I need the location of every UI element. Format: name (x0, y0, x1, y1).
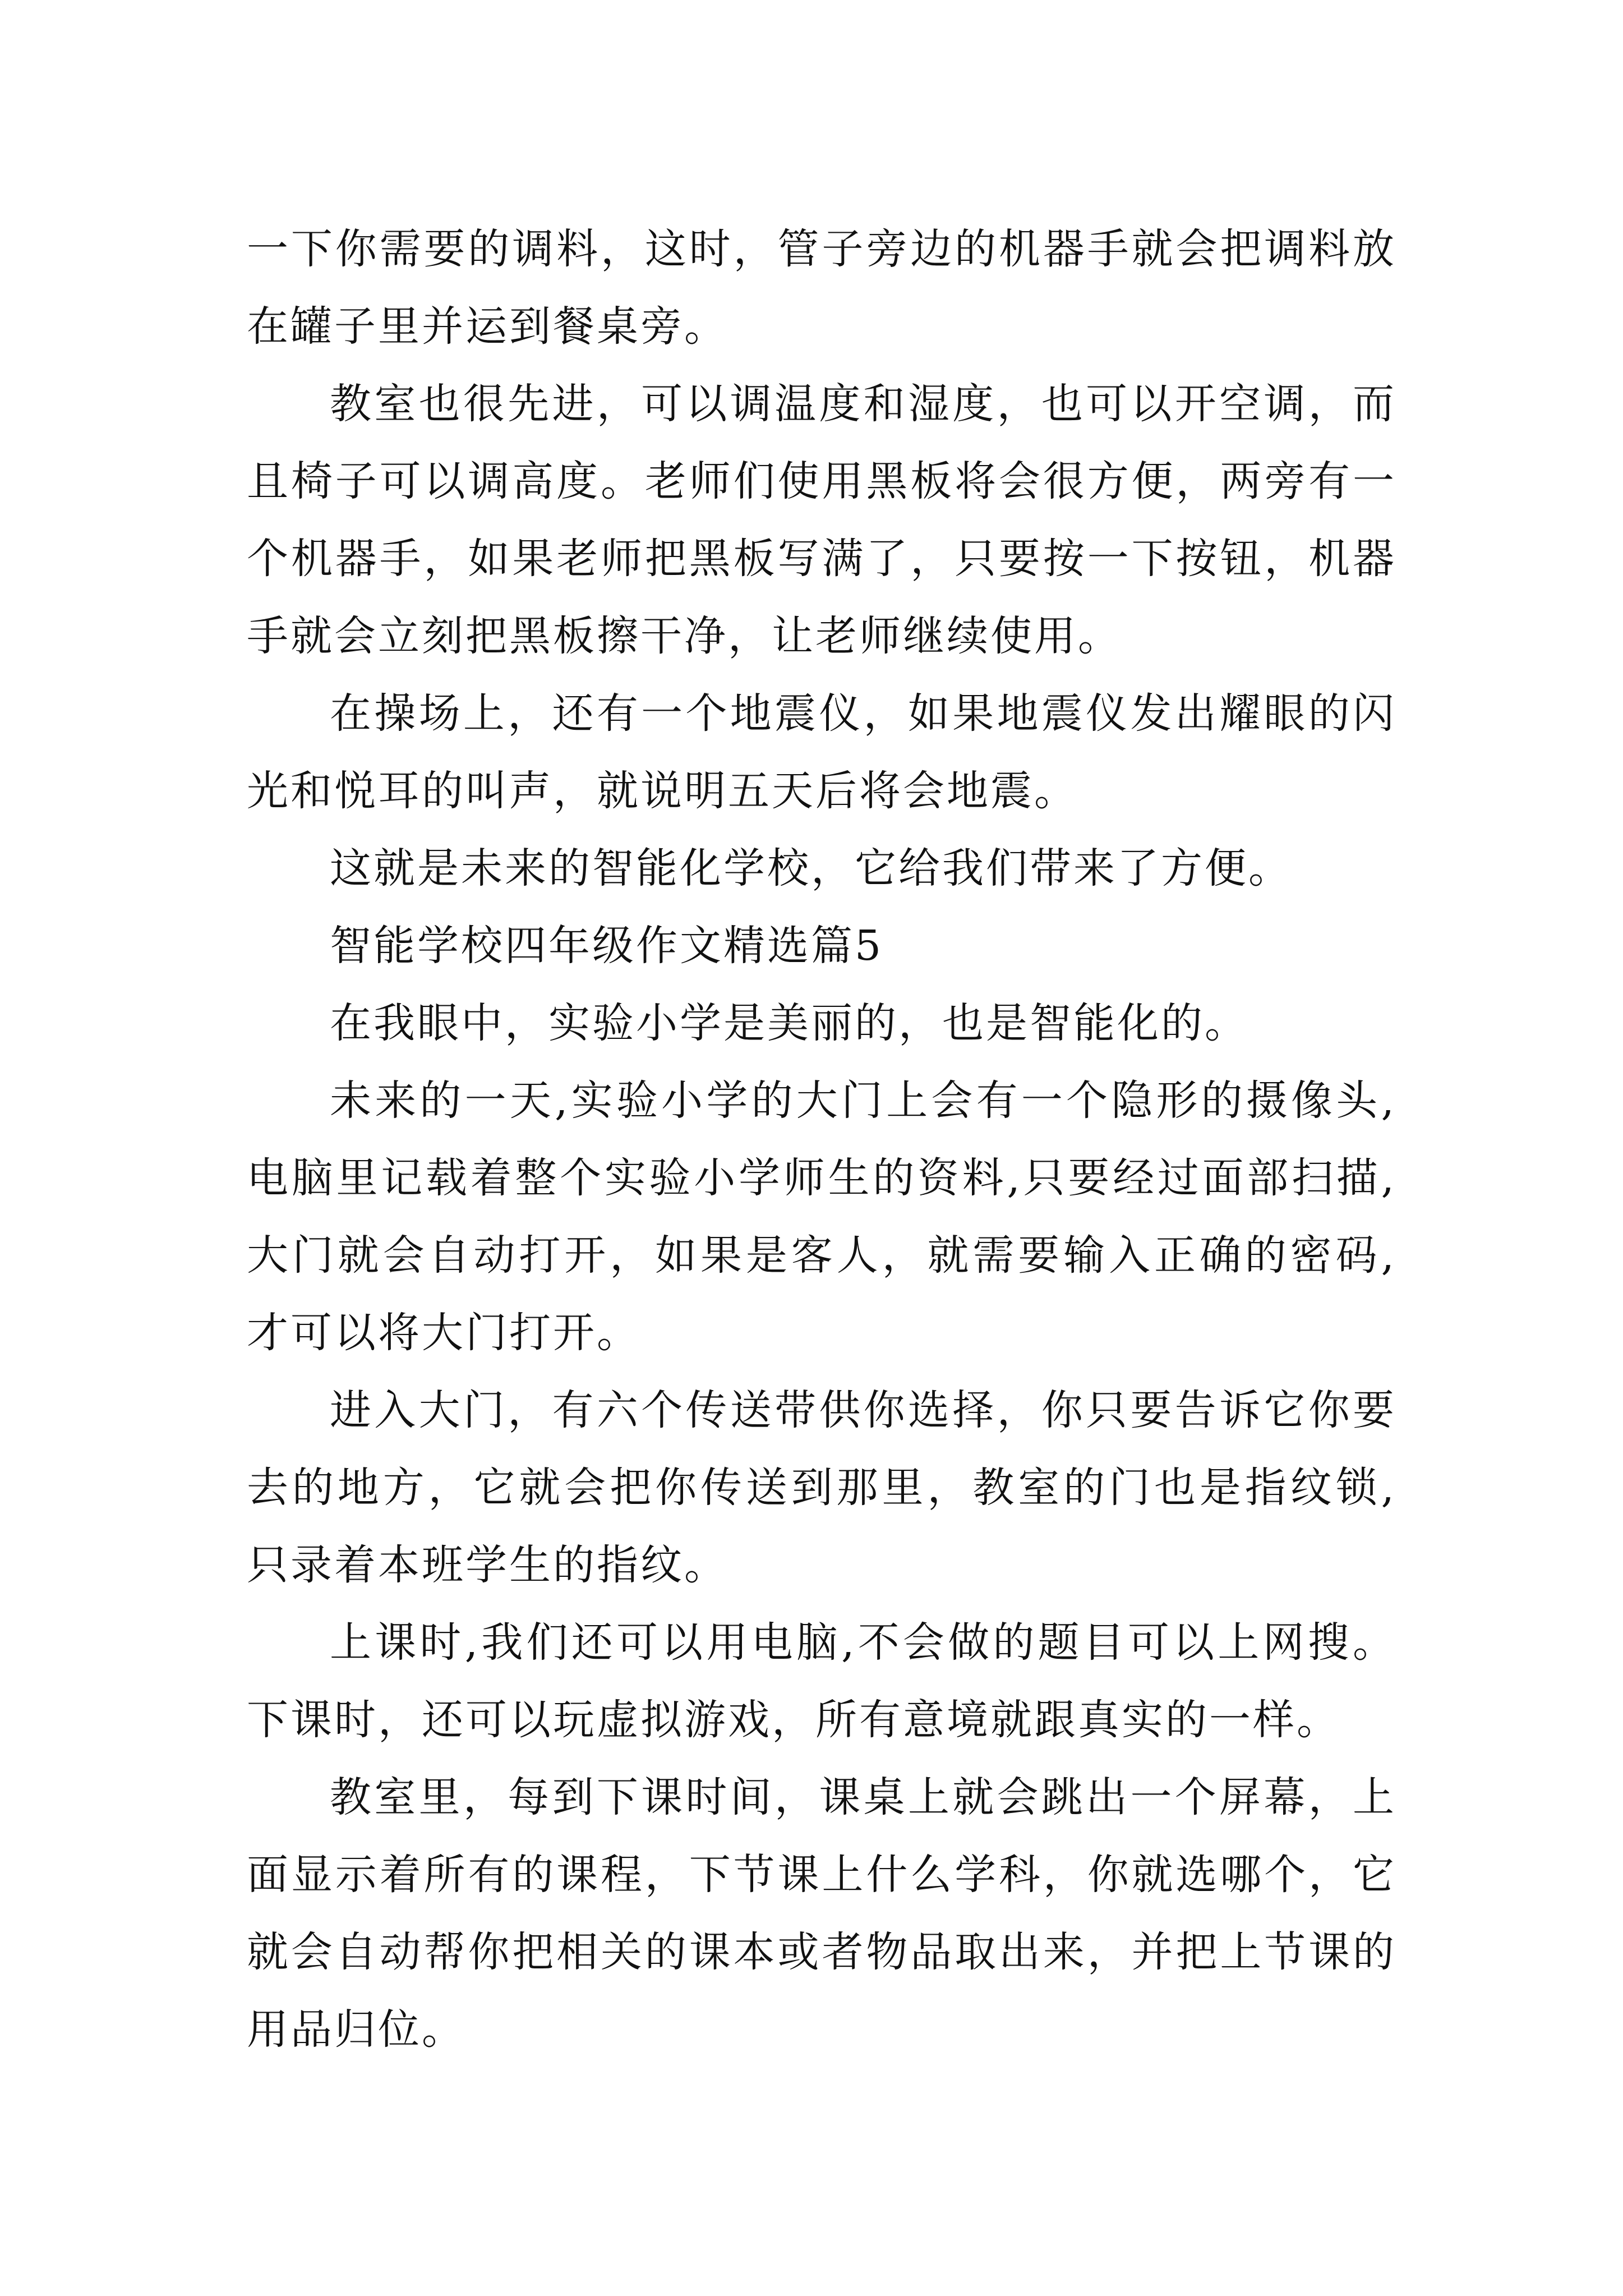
paragraph-6: 未来的一天,实验小学的大门上会有一个隐形的摄像头,电脑里记载着整个实验小学师生的资料,只要经过面部扫描,大门就会自动打开，如果是客人，就需要输入正确的密码,才可以将大门打开。 (247, 1076, 1396, 1357)
paragraph-9: 教室里，每到下课时间，课桌上就会跳出一个屏幕，上面显示着所有的课程，下节课上什么学科，你就选哪个，它就会自动帮你把相关的课本或者物品取出来，并把上节课的用品归位。 (247, 1773, 1396, 2054)
paragraph-8: 上课时,我们还可以用电脑,不会做的题目可以上网搜。下课时，还可以玩虚拟游戏，所有意境就跟真实的一样。 (247, 1618, 1396, 1744)
document-body (247, 210, 1396, 2068)
paragraph-1: 一下你需要的调料，这时，管子旁边的机器手就会把调料放在罐子里并运到餐桌旁。 (247, 225, 1396, 351)
paragraph-2: 教室也很先进，可以调温度和湿度，也可以开空调，而且椅子可以调高度。老师们使用黑板将会很方便，两旁有一个机器手，如果老师把黑板写满了，只要按一下按钮，机器手就会立刻把黑板擦干净，让老师继续使用。 (247, 380, 1396, 660)
section-heading: 智能学校四年级作文精选篇5 (330, 922, 884, 970)
paragraph-5: 在我眼中，实验小学是美丽的，也是智能化的。 (330, 999, 1248, 1047)
paragraph-7: 进入大门，有六个传送带供你选择，你只要告诉它你要去的地方，它就会把你传送到那里，教室的门也是指纹锁,只录着本班学生的指纹。 (247, 1386, 1396, 1589)
paragraph-4: 这就是未来的智能化学校，它给我们带来了方便。 (330, 844, 1292, 892)
paragraph-3: 在操场上，还有一个地震仪，如果地震仪发出耀眼的闪光和悦耳的叫声，就说明五天后将会地震。 (247, 689, 1396, 815)
